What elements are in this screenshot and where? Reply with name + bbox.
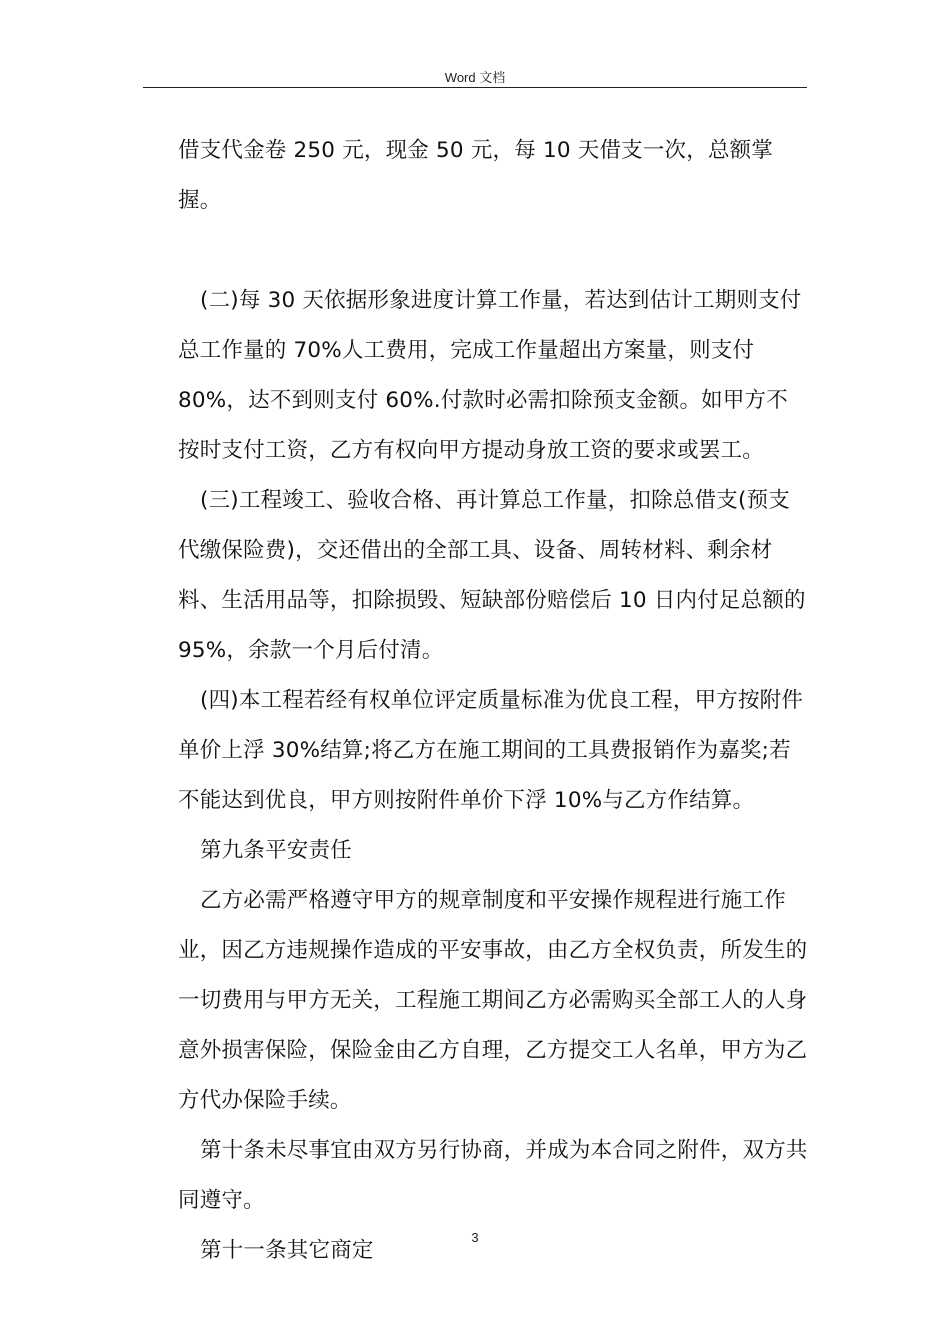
document-body: [178, 126, 808, 1276]
paragraph-safety-responsibility: 乙方必需严格遵守甲方的规章制度和平安操作规程进行施工作业，因乙方违规操作造成的平安事故，由乙方全权负责，所发生的一切费用与甲方无关，工程施工期间乙方必需购买全部工人的人身意外损害保险，保险金由乙方自理，乙方提交工人名单，甲方为乙方代办保险手续。: [178, 888, 808, 1113]
heading-article-9: 第九条平安责任: [200, 838, 352, 863]
paragraph-clause-3: (三)工程竣工、验收合格、再计算总工作量，扣除总借支(预支代缴保险费)，交还借出的全部工具、设备、周转材料、剩余材料、生活用品等，扣除损毁、短缺部份赔偿后 10 日内付足总额的 95%，余款一个月后付清。: [178, 488, 806, 663]
page-number: 3: [471, 1230, 479, 1245]
page-header-title: Word 文档: [444, 70, 506, 85]
header-divider: [143, 87, 807, 88]
paragraph-clause-2: (二)每 30 天依据形象进度计算工作量，若达到估计工期则支付总工作量的 70%人工费用，完成工作量超出方案量，则支付 80%，达不到则支付 60%.付款时必需扣除预支金额。如甲方不按时支付工资，乙方有权向甲方提动身放工资的要求或罢工。: [178, 288, 802, 463]
heading-article-11: 第十一条其它商定: [200, 1238, 374, 1263]
paragraph-clause-4: (四)本工程若经有权单位评定质量标准为优良工程，甲方按附件单价上浮 30%结算;将乙方在施工期间的工具费报销作为嘉奖;若不能达到优良，甲方则按附件单价下浮 10%与乙方作结算。: [178, 688, 804, 813]
paragraph-article-10: 第十条未尽事宜由双方另行协商，并成为本合同之附件，双方共同遵守。: [178, 1138, 808, 1213]
paragraph-advance-payment: 借支代金卷 250 元，现金 50 元，每 10 天借支一次，总额掌握。: [178, 138, 774, 213]
